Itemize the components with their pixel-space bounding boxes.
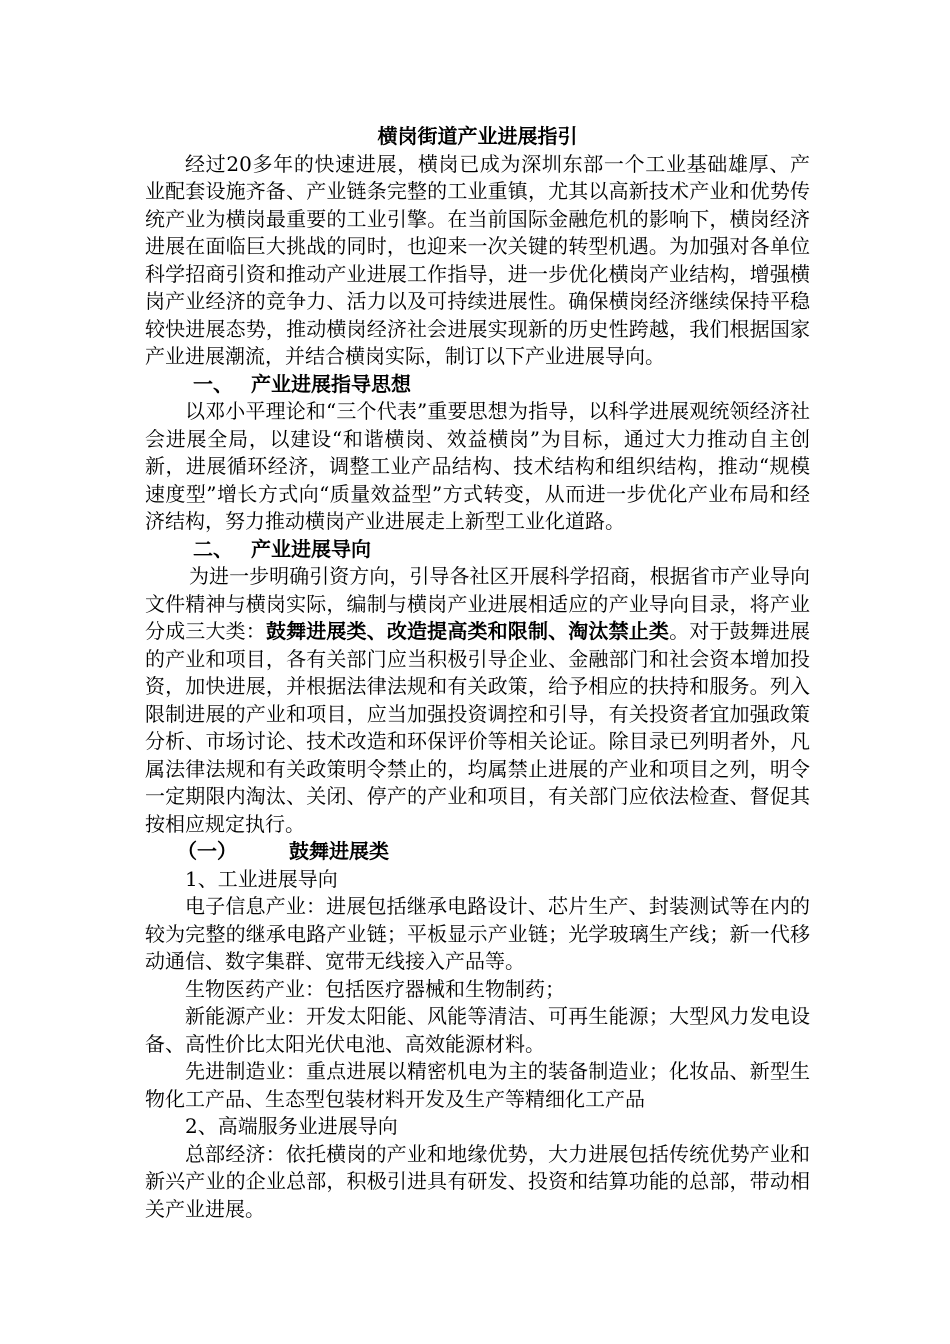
section-1-heading [145, 371, 810, 399]
intro-paragraph: 经过20多年的快速进展，横岗已成为深圳东部一个工业基础雄厚、产业配套设施齐备、产业链条完整的工业重镇，尤其以高新技术产业和优势传统产业为横岗最重要的工业引擎。在当前国际金融危机的影响下，横岗经济进展在面临巨大挑战的同时，也迎来一次关键的转型机遇。为加强对各单位科学招商引资和推动产业进展工作指导，进一步优化横岗产业结构，增强横岗产业经济的竞争力、活力以及可持续进展性。确保横岗经济继续保持平稳较快进展态势，推动横岗经济社会进展实现新的历史性跨越，我们根据国家产业进展潮流，并结合横岗实际，制订以下产业进展导向。 [145, 151, 810, 368]
item-1-paragraph: 生物医药产业：包括医疗器械和生物制药； [185, 976, 565, 1001]
section-2-categories: 鼓舞进展类、改造提高类和限制、淘汰禁止类 [265, 619, 670, 643]
section-2-title: 产业进展导向 [251, 536, 371, 561]
item-2-title: 2、高端服务业进展导向 [185, 1114, 398, 1138]
section-1-title: 产业进展指导思想 [251, 371, 411, 396]
section-2-body [145, 563, 810, 838]
section-2-body-end: 。对于鼓舞进展的产业和项目，各有关部门应当积极引导企业、金融部门和社会资本增加投资，加快进展，并根据法律法规和有关政策，给予相应的扶持和服务。列入限制进展的产业和项目，应当加强投资调控和引导，有关投资者宜加强政策分析、市场讨论、技术改造和环保评价等相关论证。除目录已列明者外，凡属法律法规和有关政策明令禁止的，均属禁止进展的产业和项目之列，明令一定期限内淘汰、关闭、停产的产业和项目，有关部门应依法检查、督促其按相应规定执行。 [145, 619, 810, 836]
subsection-1-number: （一） [177, 839, 237, 863]
item-1-title: 1、工业进展导向 [185, 866, 338, 891]
document-title: 横岗街道产业进展指引 [377, 124, 578, 148]
subsection-1-heading [145, 838, 810, 866]
section-2-heading [145, 536, 810, 564]
subsection-1-title: 鼓舞进展类 [289, 839, 389, 863]
item-1-paragraph: 先进制造业：重点进展以精密机电为主的装备制造业；化妆品、新型生物化工产品、生态型包装材料开发及生产等精细化工产品 [145, 1059, 810, 1111]
item-2-paragraph: 总部经济：依托横岗的产业和地缘优势，大力进展包括传统优势产业和新兴产业的企业总部，积极引进具有研发、投资和结算功能的总部，带动相关产业进展。 [145, 1141, 810, 1221]
section-2-body-start: 为进一步明确引资方向，引导各社区开展科学招商，根据省市产业导向文件精神与横岗实际，编制与横岗产业进展相适应的产业导向目录，将产业分成三大类： [145, 564, 810, 643]
section-1-body: 以邓小平理论和“三个代表”重要思想为指导，以科学进展观统领经济社会进展全局，以建设“和谐横岗、效益横岗”为目标，通过大力推动自主创新，进展循环经济，调整工业产品结构、技术结构和组织结构，推动“规模速度型”增长方式向“质量效益型”方式转变，从而进一步优化产业布局和经济结构，努力推动横岗产业进展走上新型工业化道路。 [145, 399, 810, 533]
section-2-number: 二、 [193, 536, 233, 561]
item-1-paragraph: 新能源产业：开发太阳能、风能等清洁、可再生能源；大型风力发电设备、高性价比太阳光伏电池、高效能源材料。 [145, 1004, 810, 1056]
document-page [145, 117, 810, 1223]
item-1-paragraph: 电子信息产业：进展包括继承电路设计、芯片生产、封装测试等在内的较为完整的继承电路产业链；平板显示产业链；光学玻璃生产线；新一代移动通信、数字集群、宽带无线接入产品等。 [145, 894, 810, 973]
section-1-number: 一、 [193, 371, 233, 396]
